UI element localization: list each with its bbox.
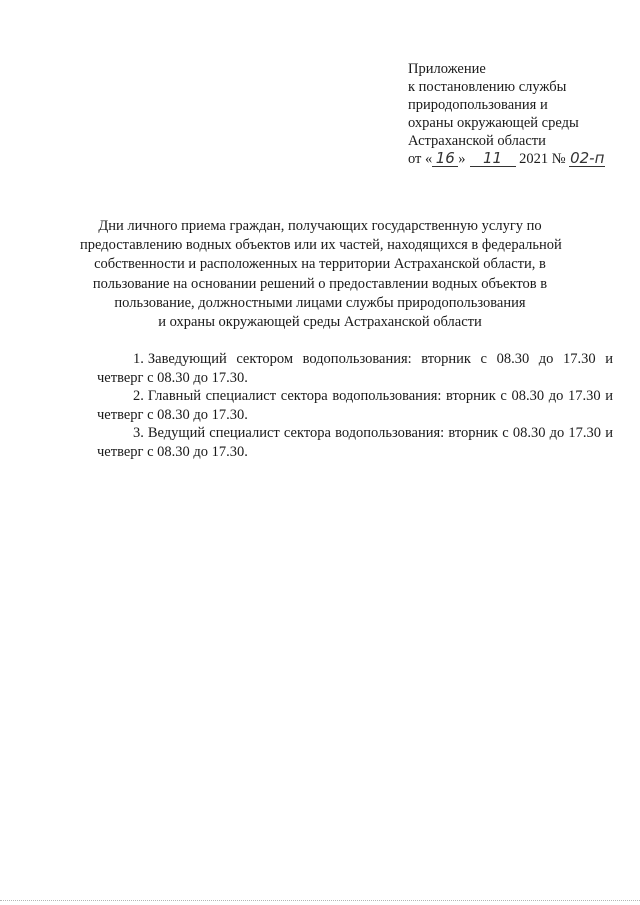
appendix-line: природопользования и: [408, 97, 548, 113]
list-item: [97, 350, 613, 387]
heading-line: и охраны окружающей среды Астраханской области: [158, 314, 482, 331]
heading-line: собственности и расположенных на территории Астраханской области, в: [94, 256, 546, 273]
heading-line: предоставлению водных объектов или их частей, находящихся в федеральной: [80, 237, 562, 254]
reception-schedule-list: [97, 350, 613, 461]
heading-line: пользование, должностными лицами службы природопользования: [114, 294, 526, 311]
document-heading: [80, 217, 560, 332]
item-number: 2.: [133, 388, 144, 404]
list-item: [97, 387, 613, 424]
heading-line: пользование на основании решений о предоставлении водных объектов в: [92, 275, 548, 292]
appendix-line: Астраханской области: [408, 133, 546, 149]
item-text: Главный специалист сектора водопользования: вторник с 08.30 до 17.30 и четверг с 08.30 до 17.30.: [97, 388, 613, 423]
resolution-date-line: [408, 150, 618, 168]
scan-edge-divider: [0, 900, 640, 901]
date-quote-close: »: [458, 151, 466, 167]
item-number: 1.: [133, 351, 144, 367]
handwritten-resolution-number: 02-п: [570, 149, 605, 167]
list-item: [97, 424, 613, 461]
item-text: Ведущий специалист сектора водопользования: вторник с 08.30 до 17.30 и четверг с 08.30 до 17.30.: [97, 425, 613, 460]
appendix-line: охраны окружающей среды: [408, 115, 579, 131]
appendix-line: к постановлению службы: [408, 79, 567, 95]
date-prefix: от «: [408, 151, 433, 167]
heading-line: Дни личного приема граждан, получающих государственную услугу по: [98, 218, 542, 234]
item-number: 3.: [133, 425, 144, 441]
appendix-line: Приложение: [408, 61, 486, 77]
appendix-block: [408, 60, 618, 168]
handwritten-month: 11: [470, 150, 516, 167]
item-text: Заведующий сектором водопользования: вторник с 08.30 до 17.30 и четверг с 08.30 до 17.30.: [97, 351, 613, 386]
handwritten-day: 16: [432, 150, 458, 167]
year-and-number-sign: 2021 №: [519, 151, 566, 167]
